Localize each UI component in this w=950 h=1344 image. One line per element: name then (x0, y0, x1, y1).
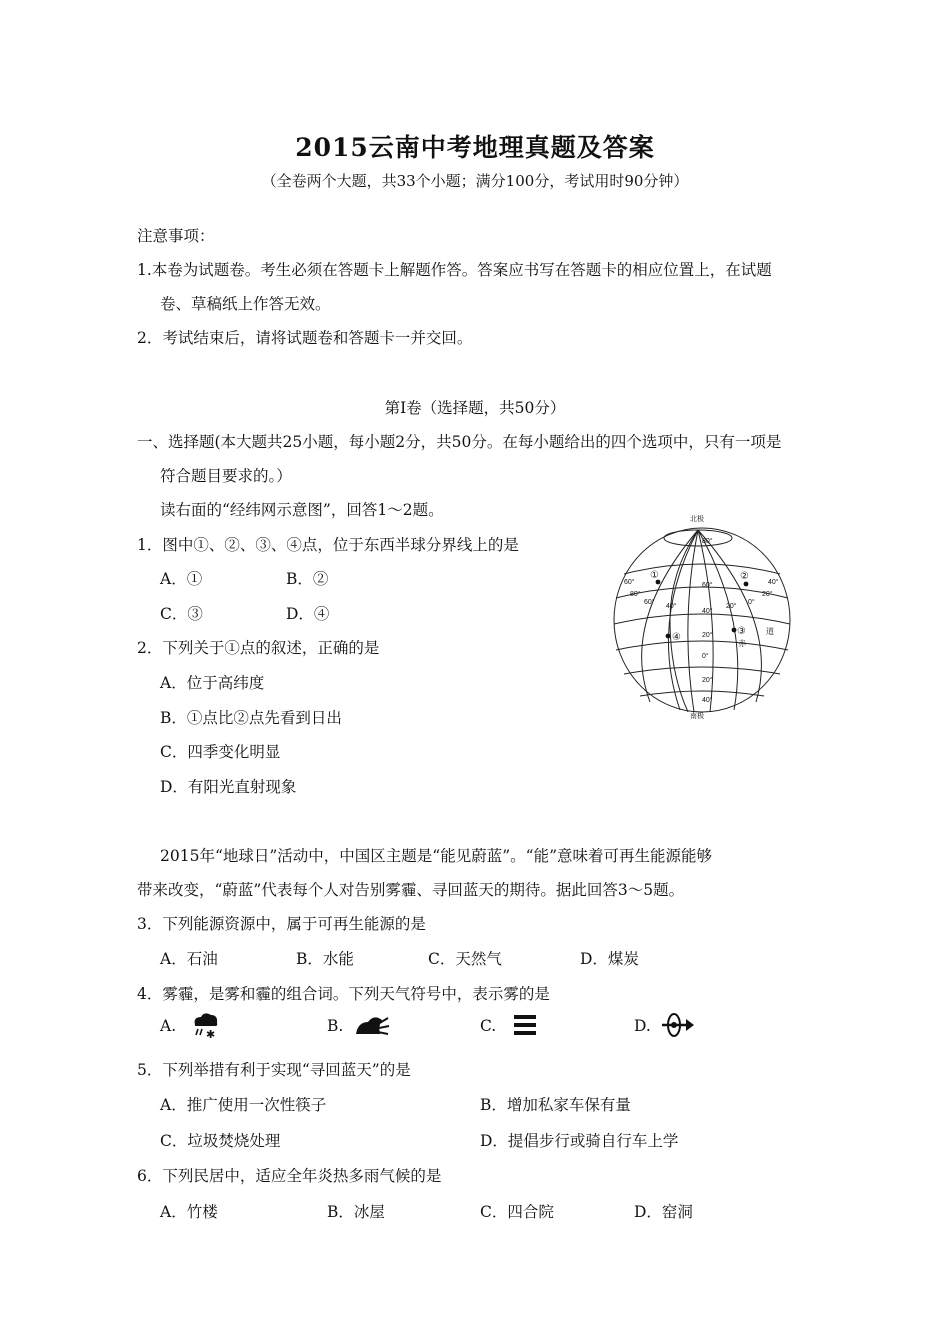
q2-option-d: D．有阳光直射现象 (160, 778, 297, 796)
notice-item-1-cont: 卷、草稿纸上作答无效。 (160, 295, 331, 313)
passage-q3-5-cont: 带来改变，“蔚蓝”代表每个人对告别雾霾、寻回蓝天的期待。据此回答3～5题。 (137, 881, 685, 899)
lon-label: 40° (666, 603, 677, 610)
q6-stem: 6．下列民居中，适应全年炎热多雨气候的是 (137, 1167, 442, 1185)
q4-option-d: D. (634, 1017, 651, 1035)
notice-heading: 注意事项： (137, 227, 215, 245)
q3-stem: 3．下列能源资源中，属于可再生能源的是 (137, 915, 426, 933)
lat-label: 40° (702, 697, 713, 704)
north-pole-label: 北极 (690, 516, 704, 523)
equator-label-char: 道 (766, 627, 774, 636)
q1-option-c: C．③ (160, 605, 203, 623)
point-3-label: ③ (737, 626, 746, 637)
q3-option-d: D．煤炭 (580, 950, 639, 968)
q1-option-d: D．④ (286, 605, 330, 623)
lon-label: 60° (644, 599, 655, 606)
q6-option-c: C．四合院 (480, 1203, 554, 1221)
q4-option-a: A. (160, 1017, 177, 1035)
section-1-instructions-cont: 符合题目要求的。） (160, 467, 292, 485)
fog-weather-icon (514, 1014, 538, 1036)
q3-option-a: A．石油 (160, 950, 218, 968)
q6-option-b: B．冰屋 (327, 1203, 385, 1221)
lat-label: 60° (702, 582, 713, 589)
q4-stem: 4．雾霾，是雾和霾的组合词。下列天气符号中，表示雾的是 (137, 985, 550, 1003)
sand-dust-weather-icon (354, 1012, 390, 1036)
q4-option-c: C. (480, 1017, 497, 1035)
passage-q3-5: 2015年“地球日”活动中，中国区主题是“能见蔚蓝”。“能”意味着可再生能源能够 (160, 847, 712, 865)
point-4-marker (666, 634, 671, 639)
q2-option-b: B．①点比②点先看到日出 (160, 709, 342, 727)
tropical-cyclone-weather-icon (660, 1011, 696, 1039)
q5-option-c: C．垃圾焚烧处理 (160, 1132, 281, 1150)
intro-q1-2: 读右面的“经纬网示意图”，回答1～2题。 (160, 501, 444, 519)
sleet-weather-icon (190, 1011, 220, 1039)
graticule-globe-diagram (610, 512, 796, 720)
lon-label: 60° (624, 579, 635, 586)
q2-stem: 2．下列关于①点的叙述，正确的是 (137, 639, 380, 657)
lon-label: 0° (748, 599, 755, 606)
q5-option-a: A．推广使用一次性筷子 (160, 1096, 327, 1114)
q6-option-d: D．窑洞 (634, 1203, 693, 1221)
q3-option-c: C．天然气 (428, 950, 502, 968)
lat-label: 0° (702, 653, 709, 660)
lon-label: 20° (726, 603, 737, 610)
q1-option-b: B．② (286, 570, 329, 588)
q1-option-a: A．① (160, 570, 203, 588)
point-2-label: ② (740, 571, 749, 582)
point-1-label: ① (650, 570, 659, 581)
q6-option-a: A．竹楼 (160, 1203, 218, 1221)
lon-label: 40° (768, 579, 779, 586)
q2-option-c: C．四季变化明显 (160, 743, 281, 761)
svg-text:✱: ✱ (206, 1028, 216, 1039)
q5-stem: 5．下列举措有利于实现“寻回蓝天”的是 (137, 1061, 411, 1079)
point-4-label: ④ (672, 632, 681, 643)
lon-label: 80° (630, 591, 641, 598)
exam-info: （全卷两个大题，共33个小题；满分100分，考试用时90分钟） (261, 172, 689, 190)
point-3-marker (732, 628, 737, 633)
south-pole-label: 南极 (690, 713, 704, 720)
q5-option-d: D．提倡步行或骑自行车上学 (480, 1132, 679, 1150)
q3-option-b: B．水能 (296, 950, 354, 968)
q2-option-a: A．位于高纬度 (160, 674, 265, 692)
equator-label-char: 赤 (738, 639, 746, 648)
lat-label: 80° (702, 538, 713, 545)
page-title: 2015云南中考地理真题及答案 (295, 133, 655, 162)
lat-label: 20° (702, 677, 713, 684)
point-2-marker (744, 582, 749, 587)
lat-label: 20° (702, 632, 713, 639)
notice-item-1: 1.本卷为试题卷。考生必须在答题卡上解题作答。答案应书写在答题卡的相应位置上，在试题 (137, 261, 772, 279)
q5-option-b: B．增加私家车保有量 (480, 1096, 631, 1114)
q1-stem: 1．图中①、②、③、④点，位于东西半球分界线上的是 (137, 536, 519, 554)
lat-label: 40° (702, 608, 713, 615)
notice-item-2: 2．考试结束后，请将试题卷和答题卡一并交回。 (137, 329, 473, 347)
q4-option-b: B. (327, 1017, 344, 1035)
part1-heading: 第Ⅰ卷（选择题，共50分） (384, 399, 566, 417)
section-1-instructions: 一、选择题(本大题共25小题，每小题2分，共50分。在每小题给出的四个选项中，只有一项是 (137, 433, 782, 451)
lon-label: 20° (762, 591, 773, 598)
